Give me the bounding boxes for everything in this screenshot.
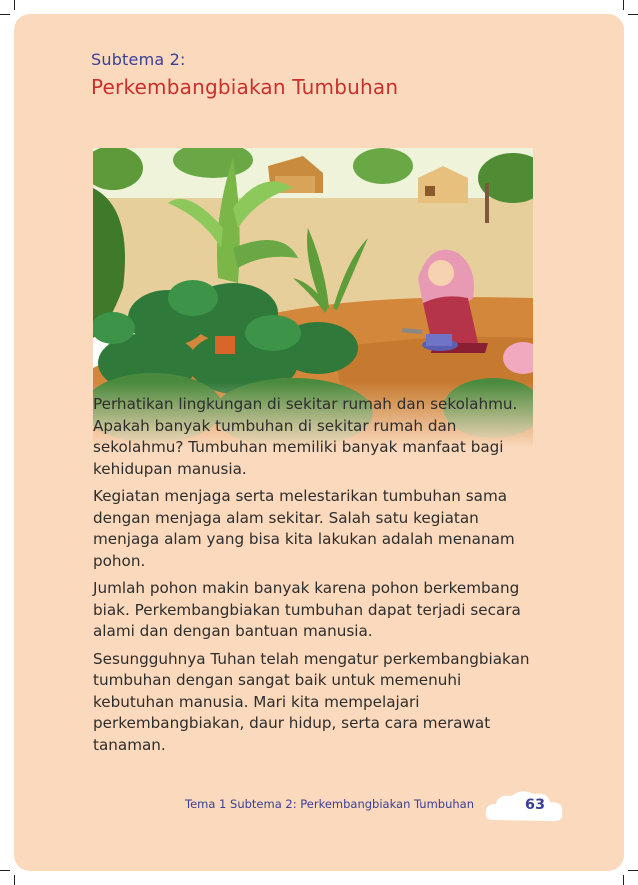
crop-mark-bl-h	[0, 870, 10, 871]
paragraph-4: Sesungguhnya Tuhan telah mengatur perkembangbiakan tumbuhan dengan sangat baik untuk memenuhi kebutuhan manusia. Mari kita mempelajari perkembangbiakan, daur hidup, serta cara merawat tanaman.	[93, 649, 530, 754]
crop-mark-br-h	[628, 870, 638, 871]
crop-mark-br-v	[623, 875, 624, 885]
running-footer: Tema 1 Subtema 2: Perkembangbiakan Tumbuhan	[185, 797, 475, 811]
subtheme-label: Subtema 2:	[91, 50, 186, 69]
paragraph-2: Kegiatan menjaga serta melestarikan tumbuhan sama dengan menjaga alam sekitar. Salah satu kegiatan menjaga alam yang bisa kita lakukan adalah menanam pohon.	[93, 487, 515, 570]
paragraph-3: Jumlah pohon makin banyak karena pohon berkembang biak. Perkembangbiakan tumbuhan dapat terjadi secara alami dan dengan bantuan manusia.	[93, 579, 521, 640]
page-number: 63	[524, 797, 546, 813]
crop-mark-tl-h	[0, 14, 10, 15]
crop-mark-tl-v	[14, 0, 15, 10]
page-title: Perkembangbiakan Tumbuhan	[91, 75, 399, 99]
crop-mark-tr-h	[628, 14, 638, 15]
crop-mark-bl-v	[14, 875, 15, 885]
paragraph-1: Perhatikan lingkungan di sekitar rumah dan sekolahmu. Apakah banyak tumbuhan di sekitar rumah dan sekolahmu? Tumbuhan memiliki banyak manfaat bagi kehidupan manusia.	[93, 395, 518, 478]
body-text	[93, 394, 543, 762]
crop-mark-tr-v	[623, 0, 624, 10]
